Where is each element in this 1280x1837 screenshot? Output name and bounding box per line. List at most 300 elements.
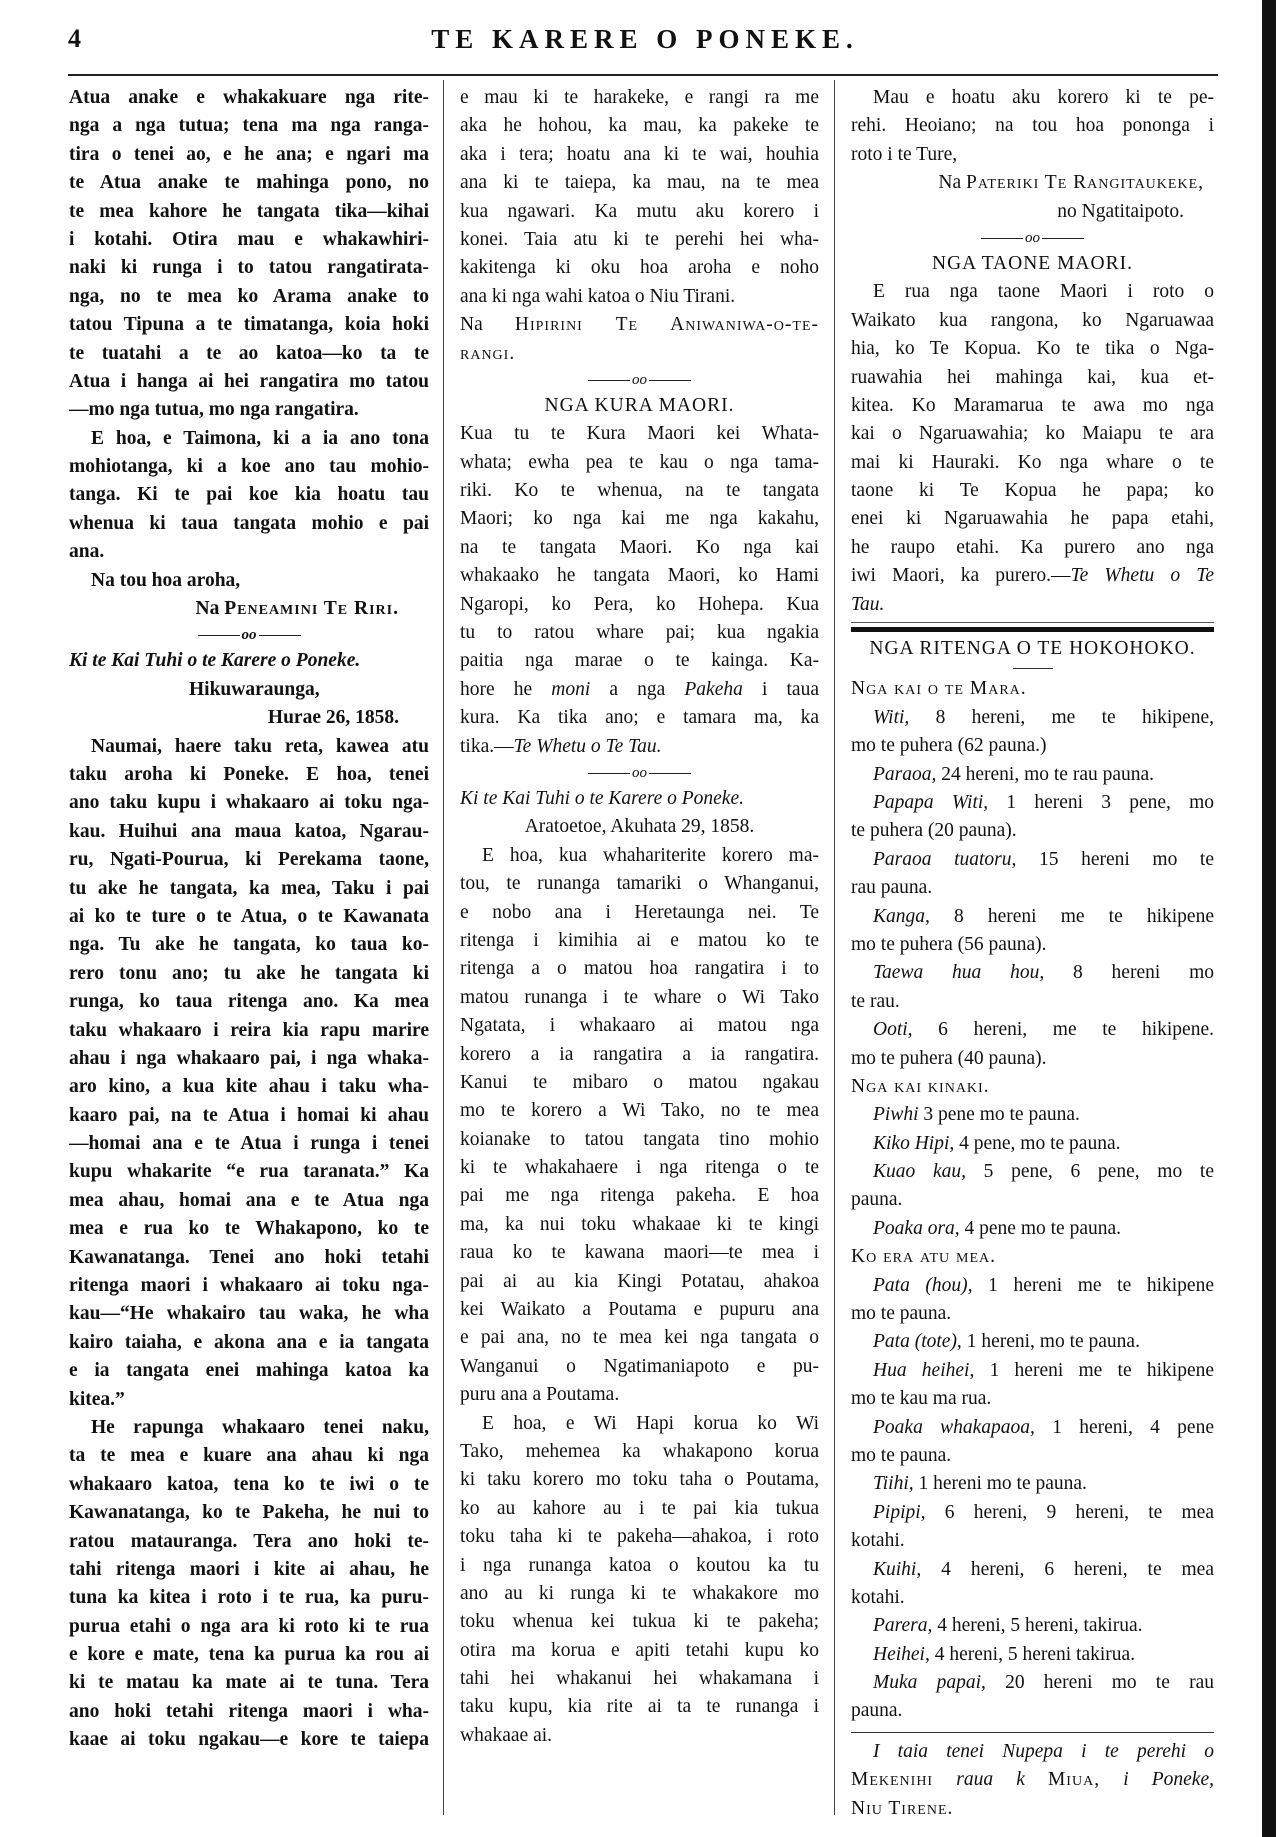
text-segment: Kiko Hipi,: [873, 1132, 955, 1154]
text-line: raua ko te kawana maori—te mea i: [460, 1242, 819, 1264]
text-segment: Piwhi: [873, 1104, 919, 1126]
text-line: aka he hohou, ka mau, ka pakeke te: [460, 115, 819, 137]
text-line: mo te kau ma rua.: [851, 1388, 992, 1410]
text-segment: Peneamini Te Riri.: [224, 598, 399, 620]
text-line: kura. Ka tika ano; e tamara ma, ka: [460, 707, 819, 729]
text-line: mohiotanga, ki a koe ano tau mohio-: [69, 456, 429, 478]
text-line: NGA RITENGA O TE HOKOHOKO.: [869, 638, 1196, 660]
paragraph: [851, 846, 1214, 903]
paragraph: [851, 1101, 1214, 1129]
text-segment: 8 hereni me te hikipene: [929, 905, 1214, 927]
text-line: Kua tu te Kura Maori kei Whata-: [460, 423, 819, 445]
text-line: taku aroha ki Poneke. E hoa, tenei: [69, 763, 429, 785]
text-line: Hurae 26, 1858.: [267, 707, 399, 729]
text-segment: 15 hereni mo te: [1016, 848, 1214, 870]
text-line: ano au ki runga ki te whakakore mo: [460, 1582, 819, 1604]
text-segment: Pateriki Te Rangitaukeke,: [966, 172, 1204, 194]
text-line: Kawanatanga. Tenei ano hoki tetahi: [69, 1246, 429, 1268]
text-line: ritenga a o matou hoa rangatira i to: [460, 958, 819, 980]
text-line: rau pauna.: [851, 877, 933, 899]
text-segment: Pata (hou),: [873, 1274, 973, 1296]
text-line: ana ki nga wahi katoa o Niu Tirani.: [460, 285, 736, 307]
text-line: mea ahau, homai ana e te Atua nga: [69, 1189, 429, 1211]
text-segment: 8 hereni mo: [1044, 962, 1214, 984]
text-segment: Miua,: [1047, 1769, 1101, 1791]
text-segment: rangi.: [460, 342, 516, 364]
text-line: kitea.”: [69, 1388, 125, 1410]
text-line: [851, 789, 1214, 817]
section-heading: [851, 250, 1214, 278]
text-line: [851, 1130, 1214, 1158]
text-segment: Ki te Kai Tuhi o te Karere o Poneke.: [69, 650, 361, 672]
text-segment: Pakeha: [684, 678, 743, 700]
separator-ornament: oo: [241, 627, 257, 644]
text-line: purua etahi o nga ara ki roto ki te rua: [69, 1615, 429, 1637]
text-line: taku kupu, kia rite ai ta te runanga i: [460, 1696, 819, 1718]
text-line: [851, 1470, 1214, 1498]
text-block: [69, 595, 429, 623]
paragraph: [69, 733, 429, 1414]
text-line: nga a nga tutua; tena ma nga ranga-: [69, 115, 429, 137]
text-line: kotahi.: [851, 1586, 905, 1608]
text-line: ki taku korero mo toku taha o Poutama,: [460, 1469, 819, 1491]
text-line: [851, 1272, 1214, 1300]
text-line: [851, 903, 1214, 931]
text-line: tanga. Ki te pai koe kia hoatu tau: [69, 484, 429, 506]
paragraph: [460, 84, 819, 311]
text-line: Na tou hoa aroha,: [91, 569, 241, 591]
text-segment: Kuihi,: [873, 1558, 922, 1580]
text-line: [851, 169, 1214, 197]
column-2: [460, 84, 819, 1750]
text-segment: Na: [938, 172, 966, 194]
text-line: mo te puhera (62 pauna.): [851, 735, 1047, 757]
text-line: ki te whakahaere i nga ritenga o te: [460, 1157, 819, 1179]
horizontal-rule: [851, 619, 1214, 635]
paragraph: [851, 1499, 1214, 1556]
text-line: Mau e hoatu aku korero ki te pe-: [873, 87, 1214, 108]
text-line: mo te puhera (40 pauna).: [851, 1047, 1047, 1069]
text-line: tu to ratou whare pai; kua ngakia: [460, 622, 819, 644]
text-segment: Heihei,: [873, 1643, 930, 1665]
paragraph: [851, 1328, 1214, 1356]
text-segment: 4 hereni, 5 hereni, takirua.: [932, 1615, 1143, 1637]
text-line: korero a ia rangatira a ia rangatira.: [460, 1043, 819, 1065]
paragraph: [851, 761, 1214, 789]
horizontal-rule: [851, 663, 1214, 675]
text-segment: 6 hereni, me te hikipene.: [912, 1019, 1214, 1041]
text-line: Hikuwaraunga,: [189, 678, 320, 700]
text-line: ai ko te ture o te Atua, o te Kawanata: [69, 905, 429, 927]
text-line: [851, 1795, 1214, 1823]
text-line: otira ma korua e apiti tetahi kupu ko: [460, 1639, 819, 1661]
paragraph: [851, 903, 1214, 960]
text-line: kairo taiaha, e akona ana e ia tangata: [69, 1331, 429, 1353]
text-line: koianake to tatou tangata tino mohio: [460, 1128, 819, 1150]
paragraph: [69, 647, 429, 675]
text-line: whakaae ai.: [460, 1724, 553, 1746]
text-line: te mea kahore he tangata tika—kihai: [69, 200, 429, 222]
text-line: matou runanga i te whare o Wi Tako: [460, 986, 819, 1008]
text-line: [851, 1158, 1214, 1186]
text-line: ma, ka nui toku whakaae ki te kingi: [460, 1213, 819, 1235]
text-line: ritenga i kimihia ai e matou ko te: [460, 929, 819, 951]
text-line: pauna.: [851, 1700, 903, 1722]
text-block: [460, 813, 819, 841]
text-line: toku whenua kei tukua ki te pakeha;: [460, 1611, 819, 1633]
text-line: ritenga maori i whakaaro ai toku nga-: [69, 1275, 429, 1297]
text-segment: Ko era atu mea.: [851, 1246, 997, 1268]
column-1: [69, 84, 429, 1755]
text-line: ahau i nga whakaaro pai, i nga whaka-: [69, 1047, 429, 1069]
paragraph: [851, 1414, 1214, 1471]
text-segment: Na: [195, 598, 225, 620]
text-line: [460, 676, 819, 704]
paragraph: [851, 1215, 1214, 1243]
text-line: i nga runanga katoa o koutou ka tu: [460, 1554, 819, 1576]
text-segment: Muka papai,: [873, 1672, 986, 1694]
text-line: puru ana a Poutama.: [460, 1384, 620, 1406]
text-line: mo te pauna.: [851, 1444, 952, 1466]
text-line: —mo nga tutua, mo nga rangatira.: [69, 399, 359, 421]
text-segment: Kanga,: [873, 905, 930, 927]
paragraph: [460, 842, 819, 1410]
text-line: [851, 1641, 1214, 1669]
paragraph: [851, 704, 1214, 761]
column-divider: [834, 80, 835, 1815]
text-line: mea e rua ko te Whakapono, ko te: [69, 1218, 429, 1240]
paragraph: [851, 1641, 1214, 1669]
text-line: [851, 1499, 1214, 1527]
text-line: [851, 761, 1214, 789]
paragraph: [851, 959, 1214, 1016]
text-segment: I taia tenei Nupepa i te perehi o: [873, 1740, 1214, 1762]
paragraph: [851, 1357, 1214, 1414]
text-line: ana.: [69, 541, 105, 563]
text-line: hia, ko Te Kopua. Ko te tika o Nga-: [851, 338, 1214, 360]
text-segment: 4 hereni, 6 hereni, te mea: [921, 1558, 1214, 1580]
text-line: E hoa, kua whahariterite korero ma-: [482, 844, 819, 866]
text-block: [851, 675, 1214, 703]
text-segment: raua k: [933, 1769, 1048, 1791]
paragraph: [851, 1470, 1214, 1498]
text-line: E hoa, e Wi Hapi korua ko Wi: [482, 1412, 819, 1434]
text-segment: Papapa Witi,: [873, 791, 989, 813]
text-line: [851, 1414, 1214, 1442]
text-line: kotahi.: [851, 1530, 905, 1552]
paragraph: [851, 1612, 1214, 1640]
text-line: E rua nga taone Maori i roto o: [873, 281, 1214, 303]
text-segment: Ki te Kai Tuhi o te Karere o Poneke.: [460, 787, 744, 809]
text-segment: 20 hereni mo te rau: [985, 1672, 1214, 1694]
text-line: e kore e mate, tena ka purua ka rou ai: [69, 1644, 429, 1666]
text-segment: 8 hereni, me te hikipene,: [909, 706, 1214, 728]
text-segment: Hipirini Te Aniwaniwa-o-te-: [514, 314, 819, 336]
text-line: [69, 595, 429, 623]
separator-ornament: oo: [632, 371, 647, 388]
text-line: whakaako he tangata Maori, ko Hami: [460, 565, 819, 587]
newspaper-title: TE KARERE O PONEKE.: [431, 24, 859, 54]
separator-ornament: oo: [632, 764, 647, 781]
text-segment: Nga kai kinaki.: [851, 1075, 990, 1097]
text-segment: 1 hereni, 4 pene: [1034, 1416, 1214, 1438]
paragraph: [851, 1016, 1214, 1073]
text-line: runga, ko taua ritenga ano. Ka mea: [69, 991, 429, 1013]
text-line: kitea. Ko Maramarua te awa mo nga: [851, 394, 1214, 416]
text-line: e nobo ana i Heretaunga nei. Te: [460, 901, 819, 923]
text-line: whenua ki taua tangata mohio e pai: [69, 512, 429, 534]
text-segment: Paraoa,: [873, 763, 937, 785]
text-line: te puhera (20 pauna).: [851, 820, 1017, 842]
text-line: pai ai au kia Kingi Potatau, ahakoa: [460, 1270, 819, 1292]
text-segment: Witi,: [873, 706, 910, 728]
text-line: paitia nga marae o te kainga. Ka-: [460, 650, 819, 672]
text-line: [851, 1215, 1214, 1243]
column-divider: [443, 80, 444, 1815]
text-line: [851, 1669, 1214, 1697]
text-line: NGA TAONE MAORI.: [932, 252, 1133, 274]
text-line: mai ki Hauraki. Ko nga whare o te: [851, 451, 1214, 473]
text-segment: Niu Tirene.: [851, 1797, 954, 1819]
text-line: [851, 1243, 1214, 1271]
text-line: Ngaropi, ko Pera, ko Hohepa. Kua: [460, 593, 819, 615]
text-line: konei. Taia atu ki te perehi hei wha-: [460, 228, 819, 250]
text-line: kaaro pai, na te Atua i homai ki ahau: [69, 1104, 429, 1126]
text-segment: 3 pene mo te pauna.: [918, 1104, 1080, 1126]
text-line: rehi. Heoiano; na tou hoa pononga i: [851, 115, 1214, 137]
text-line: ki te matau ka mate ai te tuna. Tera: [69, 1672, 429, 1694]
text-line: Wanganui o Ngatimaniapoto e pu-: [460, 1355, 819, 1377]
section-separator: [851, 226, 1214, 250]
text-line: tatou Tipuna a te timatanga, koia hoki: [69, 314, 429, 336]
section-separator: [460, 368, 819, 392]
text-line: Naumai, haere taku reta, kawea atu: [91, 735, 429, 757]
text-line: [460, 785, 819, 813]
text-line: taku whakaaro i reira kia rapu marire: [69, 1019, 429, 1041]
paragraph: [851, 1669, 1214, 1726]
text-segment: 4 hereni, 5 hereni takirua.: [929, 1643, 1136, 1665]
text-line: whata; ewha pea te kau o nga tama-: [460, 451, 819, 473]
paragraph: [69, 425, 429, 567]
text-line: [851, 959, 1214, 987]
text-segment: Hua heihei,: [873, 1359, 975, 1381]
text-block: [851, 198, 1214, 226]
text-block: [69, 567, 429, 595]
text-block: [851, 169, 1214, 197]
text-line: Maori; ko nga kai me nga kakahu,: [460, 508, 819, 530]
text-block: [69, 676, 429, 704]
text-line: Kanui te mibaro o matou ngakau: [460, 1071, 819, 1093]
text-segment: 1 hereni, mo te pauna.: [961, 1331, 1140, 1353]
text-segment: tika.—: [460, 735, 514, 757]
text-segment: 1 hereni me te hikipene: [974, 1359, 1214, 1381]
text-segment: Pata (tote),: [873, 1331, 962, 1353]
text-line: Waikato kua rangona, ko Ngaruawaa: [851, 309, 1214, 331]
text-line: [851, 1328, 1214, 1356]
text-line: [851, 591, 1214, 619]
paragraph: [460, 785, 819, 813]
text-line: [851, 1016, 1214, 1044]
text-segment: Te Whetu o Te: [1070, 565, 1214, 587]
text-segment: 4 pene mo te pauna.: [959, 1217, 1122, 1239]
text-line: Tako, mehemea ka whakapono korua: [460, 1440, 819, 1462]
text-segment: Poaka ora,: [873, 1217, 960, 1239]
text-line: [851, 846, 1214, 874]
text-line: kau. Huihui ana maua katoa, Ngarau-: [69, 820, 429, 842]
text-line: ruawahia hei mahinga kai, kua et-: [851, 366, 1214, 388]
paragraph: [851, 789, 1214, 846]
text-line: kua ngawari. Ka mutu aku korero i: [460, 200, 819, 222]
text-line: Ngatata, i whakaaro ai matou nga: [460, 1015, 819, 1037]
paragraph: [851, 1130, 1214, 1158]
text-segment: Pipipi,: [873, 1501, 926, 1523]
text-segment: moni: [551, 678, 591, 700]
text-line: ana ki te taiepa, ka mau, na te mea: [460, 172, 819, 194]
text-segment: Mekenihi: [851, 1769, 934, 1791]
text-line: toku taha ki te pakeha—ahakoa, i roto: [460, 1526, 819, 1548]
text-line: [460, 311, 819, 339]
text-line: whakaaro katoa, tena ko te iwi o te: [69, 1473, 429, 1495]
text-line: [851, 704, 1214, 732]
text-line: mo te puhera (56 pauna).: [851, 933, 1047, 955]
text-line: kai o Ngaruawahia; ko Maiapu te ara: [851, 423, 1214, 445]
text-line: [460, 733, 819, 761]
text-line: tuna ka kitea i roto i te rua, ka puru-: [69, 1587, 429, 1609]
paragraph: [460, 420, 819, 761]
text-line: kei Waikato a Poutama e pupuru ana: [460, 1299, 819, 1321]
paragraph: [69, 84, 429, 425]
text-line: ano hoki tetahi ritenga maori i wha-: [69, 1700, 429, 1722]
text-line: nga. Tu ake he tangata, ko taua ko-: [69, 934, 429, 956]
text-line: riki. Ko te whenua, na te tangata: [460, 480, 819, 502]
text-line: roto i te Ture,: [851, 143, 958, 165]
text-segment: 1 hereni 3 pene, mo: [988, 791, 1214, 813]
page-number: 4: [68, 24, 81, 53]
text-line: [460, 340, 819, 368]
text-segment: i Poneke,: [1100, 1769, 1214, 1791]
text-line: aka i tera; hoatu ana ki te wai, houhia: [460, 143, 819, 165]
text-line: na te tangata Maori. Ko nga kai: [460, 536, 819, 558]
text-line: te tuatahi a te ao katoa—ko ta te: [69, 342, 429, 364]
section-separator: [69, 623, 429, 647]
text-line: ratou matauranga. Tera ano hoki te-: [69, 1530, 429, 1552]
text-segment: Taewa hua hou,: [873, 962, 1045, 984]
text-block: [851, 1073, 1214, 1101]
text-line: [851, 1357, 1214, 1385]
separator-ornament: oo: [1025, 229, 1040, 246]
text-line: kakitenga ki oku hoa aroha e noho: [460, 257, 819, 279]
paragraph: [851, 278, 1214, 619]
paragraph: [851, 84, 1214, 169]
text-segment: iwi Maori, ka purero.—: [851, 565, 1071, 587]
text-line: [851, 1738, 1214, 1766]
text-segment: Poaka whakapaoa,: [873, 1416, 1035, 1438]
text-line: nga, no te mea ko Arama anake to: [69, 285, 429, 307]
text-line: [851, 675, 1214, 703]
text-line: Aratoetoe, Akuhata 29, 1858.: [524, 816, 755, 838]
horizontal-rule: [851, 1726, 1214, 1738]
text-segment: Te Whetu o Te Tau.: [513, 735, 662, 757]
text-segment: 5 pene, 6 pene, mo te: [965, 1161, 1214, 1183]
text-line: [851, 1766, 1214, 1794]
text-line: aro kino, a kua kite ahau i taku wha-: [69, 1076, 429, 1098]
text-line: rero tonu ano; tu ake he tangata ki: [69, 962, 429, 984]
text-line: mo te pauna.: [851, 1303, 952, 1325]
text-line: kau—“He whakairo tau waka, he wha: [69, 1303, 429, 1325]
text-segment: Paraoa tuatoru,: [873, 848, 1017, 870]
text-segment: 6 hereni, 9 hereni, te mea: [925, 1501, 1214, 1523]
paragraph: [851, 1272, 1214, 1329]
paragraph: [69, 1414, 429, 1755]
text-line: ru, Ngati-Pourua, ki Perekama taone,: [69, 849, 429, 871]
paragraph: [851, 1556, 1214, 1613]
text-line: kaae ai toku ngakau—e kore te taiepa: [69, 1729, 429, 1751]
text-line: mo te korero a Wi Tako, no te mea: [460, 1100, 819, 1122]
text-line: ano taku kupu i whakaaro ai toku nga-: [69, 792, 429, 814]
text-line: E hoa, e Taimona, ki a ia ano tona: [91, 427, 429, 449]
text-line: tahi ritenga maori i kite ai ahau, he: [69, 1558, 429, 1580]
text-segment: Ooti,: [873, 1019, 913, 1041]
text-line: tou, te runanga tamariki o Whanganui,: [460, 873, 819, 895]
text-segment: Na: [460, 314, 515, 336]
text-segment: Nga kai o te Mara.: [851, 678, 1027, 700]
text-line: enei ki Ngaruawahia he papa etahi,: [851, 508, 1214, 530]
text-line: no Ngatitaipoto.: [1057, 200, 1184, 222]
text-segment: 24 hereni, mo te rau pauna.: [936, 763, 1155, 785]
paragraph: [460, 311, 819, 368]
text-segment: hore he: [460, 678, 552, 700]
text-line: tu ake he tangata, ka mea, Taku i pai: [69, 877, 429, 899]
text-line: kupu whakarite “e rua taranata.” Ka: [69, 1161, 429, 1183]
text-line: e ia tangata enei mahinga katoa ka: [69, 1360, 429, 1382]
text-segment: Parera,: [873, 1615, 933, 1637]
text-line: e pai ana, no te mea kei nga tangata o: [460, 1327, 819, 1349]
text-block: [69, 704, 429, 732]
text-segment: Tau.: [851, 593, 885, 615]
text-line: naki ki runga i to tatou rangatirata-: [69, 257, 429, 279]
text-line: —homai ana e te Atua i runga i tenei: [69, 1133, 429, 1155]
text-line: pauna.: [851, 1189, 903, 1211]
paragraph: [851, 1158, 1214, 1215]
text-line: te Atua anake te mahinga pono, no: [69, 172, 429, 194]
text-segment: 1 hereni me te hikipene: [972, 1274, 1214, 1296]
text-line: tahi hei whakanui hei whakamana i: [460, 1668, 819, 1690]
text-line: Kawanatanga, ko te Pakeha, he nui to: [69, 1502, 429, 1524]
text-line: [851, 1101, 1214, 1129]
text-line: pai me nga ritenga pakeha. E hoa: [460, 1185, 819, 1207]
text-line: [851, 562, 1214, 590]
text-line: ko au kahore au i te pai kia tukua: [460, 1497, 819, 1519]
text-line: e mau ki te harakeke, e rangi ra me: [460, 87, 819, 108]
text-segment: Tiihi,: [873, 1473, 914, 1495]
text-line: He rapunga whakaaro tenei naku,: [91, 1416, 429, 1438]
text-line: ta te mea e kuare ana ahau ki nga: [69, 1445, 429, 1467]
column-3: [851, 84, 1214, 1823]
text-line: i kotahi. Otira mau e whakawhiri-: [69, 228, 429, 250]
text-line: [851, 1612, 1214, 1640]
text-segment: Kuao kau,: [873, 1161, 966, 1183]
header-rule: [68, 74, 1218, 76]
text-line: Atua i hanga ai hei rangatira mo tatou: [69, 370, 429, 392]
text-segment: 4 pene, mo te pauna.: [954, 1132, 1121, 1154]
text-line: taone ki Te Kopua he papa; ko: [851, 480, 1214, 502]
text-segment: a nga: [590, 678, 685, 700]
text-line: he raupo etahi. Ka purero ano nga: [851, 536, 1214, 558]
text-segment: i taua: [742, 678, 819, 700]
paragraph: [851, 1738, 1214, 1823]
text-line: [851, 1556, 1214, 1584]
text-block: [851, 1243, 1214, 1271]
